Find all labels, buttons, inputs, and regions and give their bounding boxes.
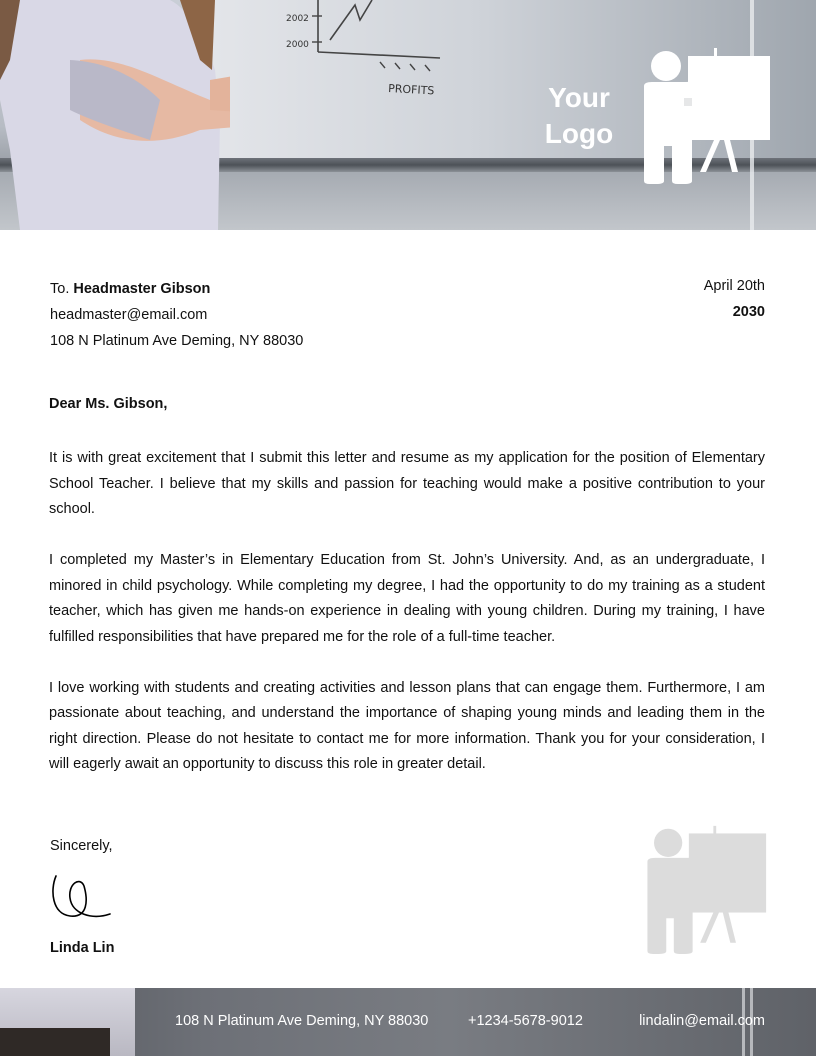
recipient-email: headmaster@email.com	[50, 307, 208, 323]
body-paragraph: It is with great excitement that I submit this letter and resume as my application for the position of Elementary School Teacher. I believe that my skills and passion for teaching would make a positive contribution to your school.	[49, 450, 765, 517]
signature	[48, 870, 114, 924]
footer-email: lindalin@email.com	[639, 1013, 765, 1029]
date-year: 2030	[732, 304, 765, 320]
teacher-photo	[0, 0, 230, 230]
footer-address: 108 N Platinum Ave Deming, NY 88030	[175, 1013, 429, 1029]
header-banner	[0, 0, 816, 230]
footer-banner	[0, 988, 816, 1056]
salutation: Dear Ms. Gibson,	[49, 396, 168, 412]
body-paragraph: I completed my Master’s in Elementary Education from St. John’s University. And, as an undergraduate, I minored in child psychology. While completing my degree, I had the opportunity to do my training as a student teacher, which has given me hands-on experience in dealing with young children. During my training, I have fulfilled responsibilities that have prepared me for the role of a full-time teacher.	[49, 552, 765, 645]
recipient-line	[50, 276, 303, 302]
closing: Sincerely,	[50, 838, 113, 854]
whiteboard-label: 2000	[286, 40, 309, 50]
logo-text: Your Logo	[544, 82, 614, 149]
body-paragraph: I love working with students and creating activities and lesson plans that can engage them. Furthermore, I am passionate about teaching, and understand the importance of shaping young minds and leading them in the right direction. Please do not hesitate to contact me for more information. Thank you for your consideration, I will eagerly await an opportunity to discuss this role in greater detail.	[49, 679, 765, 772]
teacher-at-board-watermark-icon	[638, 824, 768, 954]
recipient-prefix: To.	[50, 281, 70, 297]
letter-date	[704, 273, 765, 325]
footer-phone: +1234-5678-9012	[468, 1013, 583, 1029]
footer-photo-detail	[0, 1028, 110, 1056]
teacher-at-board-icon	[636, 46, 770, 184]
recipient-name: Headmaster Gibson	[73, 281, 211, 297]
date-day: April 20th	[703, 278, 765, 294]
whiteboard-label: 2002	[286, 14, 309, 24]
whiteboard-label: PROFITS	[387, 82, 435, 98]
whiteboard-drawing	[260, 0, 480, 110]
recipient-address: 108 N Platinum Ave Deming, NY 88030	[50, 333, 304, 349]
recipient-block	[50, 276, 303, 354]
signer-name: Linda Lin	[50, 940, 115, 956]
letter-body	[49, 446, 765, 803]
